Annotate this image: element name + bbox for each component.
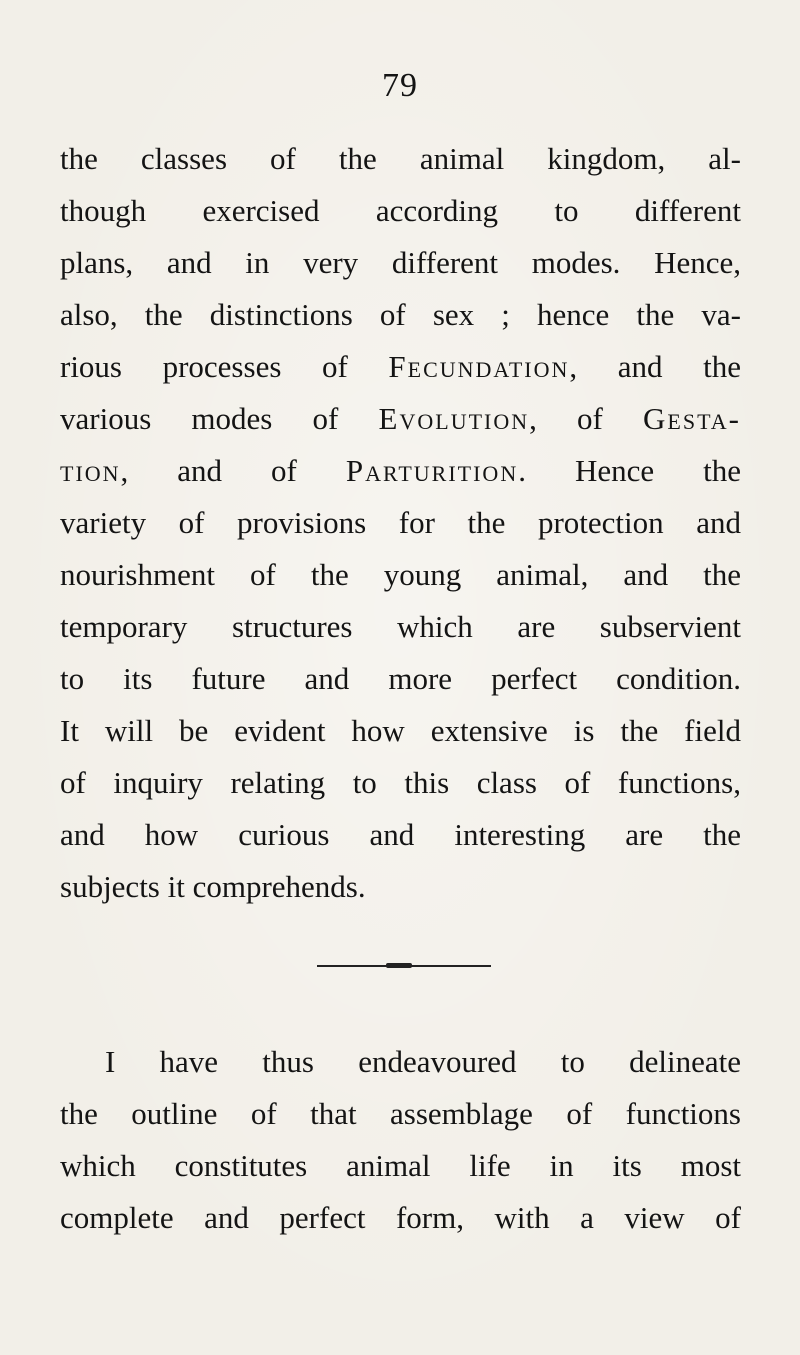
text-run: though exercised according to different bbox=[60, 193, 741, 228]
small-caps-term: Fecundation bbox=[388, 349, 570, 384]
text-run: , of bbox=[529, 401, 644, 436]
text-line bbox=[60, 816, 741, 854]
text-line bbox=[60, 868, 741, 906]
text-line bbox=[60, 1199, 741, 1237]
text-line bbox=[60, 504, 741, 542]
text-run: . Hence the bbox=[518, 453, 741, 488]
text-run: of inquiry relating to this class of functions, bbox=[60, 765, 741, 800]
text-line bbox=[60, 348, 741, 386]
text-run: , and of bbox=[120, 453, 346, 488]
text-line bbox=[60, 660, 741, 698]
small-caps-term: Gesta- bbox=[643, 401, 741, 436]
text-line bbox=[60, 452, 741, 490]
text-run: the outline of that assemblage of functions bbox=[60, 1096, 741, 1131]
text-line bbox=[60, 556, 741, 594]
text-line bbox=[60, 712, 741, 750]
text-line bbox=[60, 608, 741, 646]
text-run: also, the distinctions of sex ; hence the va- bbox=[60, 297, 741, 332]
text-line bbox=[60, 244, 741, 282]
text-line bbox=[105, 1043, 741, 1081]
text-line bbox=[60, 140, 741, 178]
text-line bbox=[60, 764, 741, 802]
text-run: to its future and more perfect condition. bbox=[60, 661, 741, 696]
text-run: complete and perfect form, with a view of bbox=[60, 1200, 741, 1235]
text-run: variety of provisions for the protection and bbox=[60, 505, 741, 540]
text-run: rious processes of bbox=[60, 349, 389, 384]
text-line bbox=[60, 1095, 741, 1133]
small-caps-term: Evolution bbox=[378, 401, 530, 436]
text-line bbox=[60, 296, 741, 334]
text-run: which constitutes animal life in its most bbox=[60, 1148, 741, 1183]
small-caps-term: Parturition bbox=[345, 453, 519, 488]
text-run: the classes of the animal kingdom, al- bbox=[60, 141, 741, 176]
text-line bbox=[60, 192, 741, 230]
text-run: subjects it comprehends. bbox=[60, 869, 366, 904]
text-line bbox=[60, 400, 741, 438]
text-run: various modes of bbox=[60, 401, 379, 436]
text-run: It will be evident how extensive is the field bbox=[60, 713, 741, 748]
text-run: , and the bbox=[569, 349, 741, 384]
text-run: plans, and in very different modes. Hence, bbox=[60, 245, 741, 280]
text-run: nourishment of the young animal, and the bbox=[60, 557, 741, 592]
section-divider-ornament bbox=[386, 963, 412, 968]
text-run: temporary structures which are subservient bbox=[60, 609, 741, 644]
text-run: and how curious and interesting are the bbox=[60, 817, 741, 852]
small-caps-term: tion bbox=[60, 453, 121, 488]
text-line bbox=[60, 1147, 741, 1185]
text-run: I have thus endeavoured to delineate bbox=[105, 1044, 741, 1079]
page-number: 79 bbox=[382, 67, 418, 104]
